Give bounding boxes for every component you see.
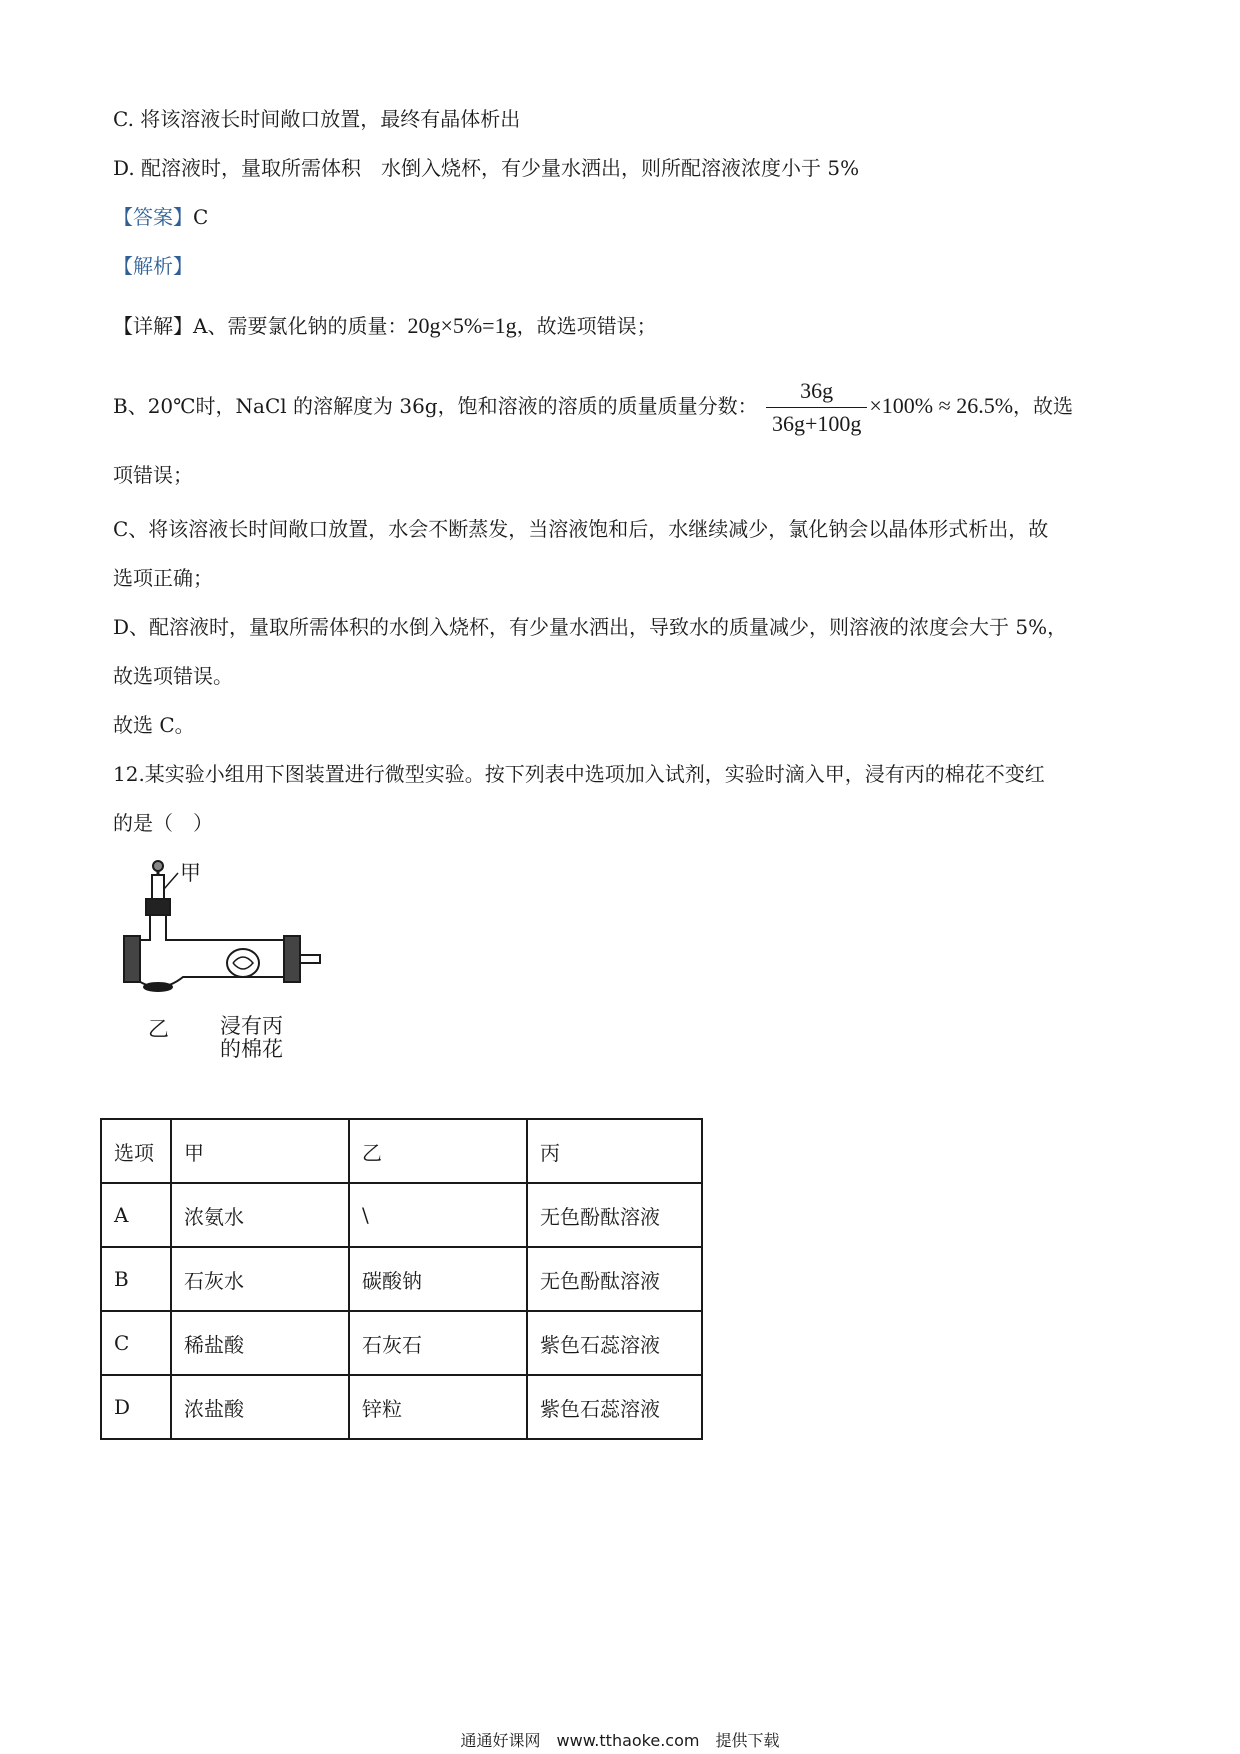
table-cell: 无色酚酞溶液 [527,1183,702,1247]
table-cell: 碳酸钠 [349,1247,527,1311]
table-row [101,1247,702,1311]
fraction [766,377,867,438]
detail-b-line [113,373,1073,439]
detail-d-line1: D、配溶液时，量取所需体积的水倒入烧杯，有少量水洒出，导致水的质量减少，则溶液的浓度会大于 5%， [113,615,1068,639]
table-cell: 丙 [527,1119,702,1183]
question-12-line2: 的是（ ） [113,811,213,835]
table-cell: \ [349,1183,527,1247]
detail-b-text: B、20℃时，NaCl 的溶解度为 36g，饱和溶液的溶质的质量质量分数： [113,394,758,418]
label-bing-line1: 浸有丙 [220,1014,283,1038]
detail-tag: 【详解】 [113,314,193,338]
table-cell: B [101,1247,171,1311]
option-d-line: D. 配溶液时，量取所需体积 水倒入烧杯，有少量水洒出，则所配溶液浓度小于 5% [113,156,860,180]
table-cell: 紫色石蕊溶液 [527,1375,702,1439]
answer-tag: 【答案】 [113,205,193,229]
table-cell: C [101,1311,171,1375]
table-cell: 甲 [171,1119,349,1183]
label-yi: 乙 [148,1017,169,1041]
page-footer: 通通好课网 www.tthaoke.com 提供下载 [460,1731,780,1750]
fraction-denominator: 36g+100g [771,411,862,436]
detail-b-tail: ，故选 [1013,394,1074,418]
table-row [101,1375,702,1439]
table-cell: 稀盐酸 [171,1311,349,1375]
detail-d-line2: 故选项错误。 [113,664,233,688]
table-cell: 锌粒 [349,1375,527,1439]
table-cell: 浓盐酸 [171,1375,349,1439]
answer-value: C [193,205,209,229]
fraction-numerator: 36g [766,377,867,408]
table-cell: A [101,1183,171,1247]
table-cell: D [101,1375,171,1439]
analysis-tag: 【解析】 [113,254,193,278]
table-row [101,1311,702,1375]
detail-a-text: A、需要氯化钠的质量： [193,314,408,338]
detail-b-formula-tail: ×100% ≈ 26.5% [869,393,1014,418]
question-12-line1: 12.某实验小组用下图装置进行微型实验。按下列表中选项加入试剂，实验时滴入甲，浸有丙的棉花不变红 [113,762,1045,786]
conclusion-line: 故选 C。 [113,713,195,737]
table-cell: 石灰石 [349,1311,527,1375]
apparatus-diagram [118,855,368,1060]
detail-a-tail: ，故选项错误； [516,314,657,338]
options-table [100,1118,703,1440]
table-cell: 紫色石蕊溶液 [527,1311,702,1375]
detail-b-line2: 项错误； [113,463,193,487]
detail-c-line2: 选项正确； [113,566,213,590]
table-cell: 浓氨水 [171,1183,349,1247]
table-cell: 选项 [101,1119,171,1183]
table-cell: 石灰水 [171,1247,349,1311]
detail-c-line1: C、将该溶液长时间敞口放置，水会不断蒸发，当溶液饱和后，水继续减少，氯化钠会以晶体形式析出，故 [113,517,1049,541]
table-header-row [101,1119,702,1183]
table-row [101,1183,702,1247]
answer-line [113,202,208,232]
table-cell: 乙 [349,1119,527,1183]
label-jia: 甲 [180,861,201,885]
option-c-line: C. 将该溶液长时间敞口放置，最终有晶体析出 [113,107,521,131]
label-bing-line2: 的棉花 [220,1037,283,1060]
detail-a-line [113,311,657,341]
detail-a-formula: 20g×5%=1g [407,313,517,338]
table-cell: 无色酚酞溶液 [527,1247,702,1311]
